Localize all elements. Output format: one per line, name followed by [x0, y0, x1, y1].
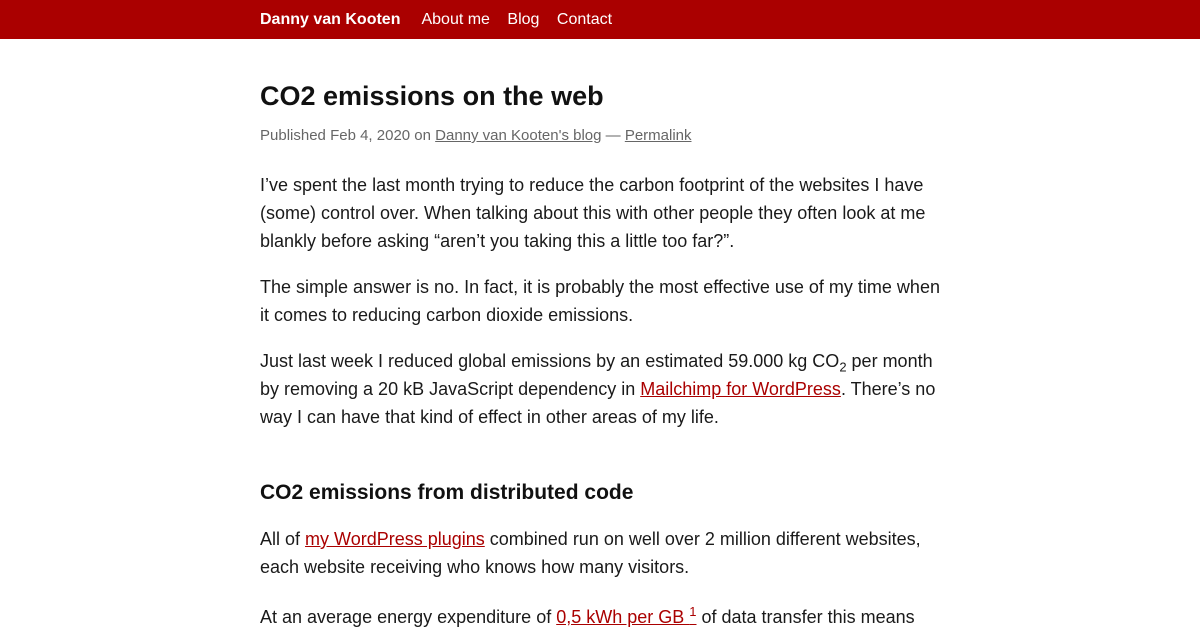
- reduction-text-before: Just last week I reduced global emissions by an estimated 59.000 kg CO: [260, 351, 840, 371]
- energy-text-before: At an average energy expenditure of: [260, 607, 557, 627]
- plugins-text-after: combined run on well over 2 million different websites, each website receiving who knows how many visitors.: [260, 529, 921, 577]
- energy-link-text: 0,5 kWh per GB: [556, 607, 690, 627]
- mailchimp-link[interactable]: Mailchimp for WordPress: [640, 379, 841, 399]
- reduction-text-after: . There’s no way I can have that kind of effect in other areas of my life.: [260, 379, 936, 427]
- permalink-link[interactable]: Permalink: [624, 127, 692, 144]
- site-brand-link[interactable]: Danny van Kooten: [260, 10, 401, 28]
- paragraph-answer: The simple answer is no. In fact, it is probably the most effective use of my time when it comes to reducing carbon dioxide emissions.: [260, 277, 940, 325]
- paragraph-energy: [260, 603, 945, 631]
- top-nav-bar: [0, 0, 1200, 39]
- paragraph-plugins: [260, 525, 945, 581]
- energy-text-after: of data transfer this means: [696, 607, 915, 627]
- post-meta: [260, 126, 945, 146]
- published-prefix: Published: [260, 127, 331, 144]
- reduction-text-middle: per month by removing a 20 kB JavaScript dependency in: [260, 351, 933, 399]
- section-heading: CO2 emissions from distributed code: [260, 481, 634, 504]
- wordpress-plugins-link[interactable]: my WordPress plugins: [305, 529, 485, 549]
- paragraph-reduction: [260, 347, 945, 431]
- nav-about-me[interactable]: About me: [421, 10, 490, 28]
- energy-per-gb-link[interactable]: [556, 604, 697, 627]
- meta-dash: —: [601, 127, 625, 144]
- paragraph-intro: I’ve spent the last month trying to reduce the carbon footprint of the websites I have (some) control over. When talking about this with other people they often look at me blankly before asking “aren’t you taking this a little too far?”.: [260, 175, 926, 251]
- main-nav: [421, 11, 625, 29]
- post-title: CO2 emissions on the web: [260, 81, 604, 111]
- footnote-ref: 1: [689, 604, 697, 619]
- blog-link[interactable]: Danny van Kooten's blog: [435, 127, 602, 144]
- article: [260, 39, 945, 631]
- nav-contact[interactable]: Contact: [556, 10, 613, 28]
- co2-subscript: 2: [839, 359, 847, 375]
- top-nav-inner: [260, 0, 625, 39]
- nav-blog[interactable]: Blog: [507, 10, 540, 28]
- plugins-text-before: All of: [260, 529, 306, 549]
- meta-on: on: [410, 127, 436, 144]
- published-date: Feb 4, 2020: [330, 127, 411, 144]
